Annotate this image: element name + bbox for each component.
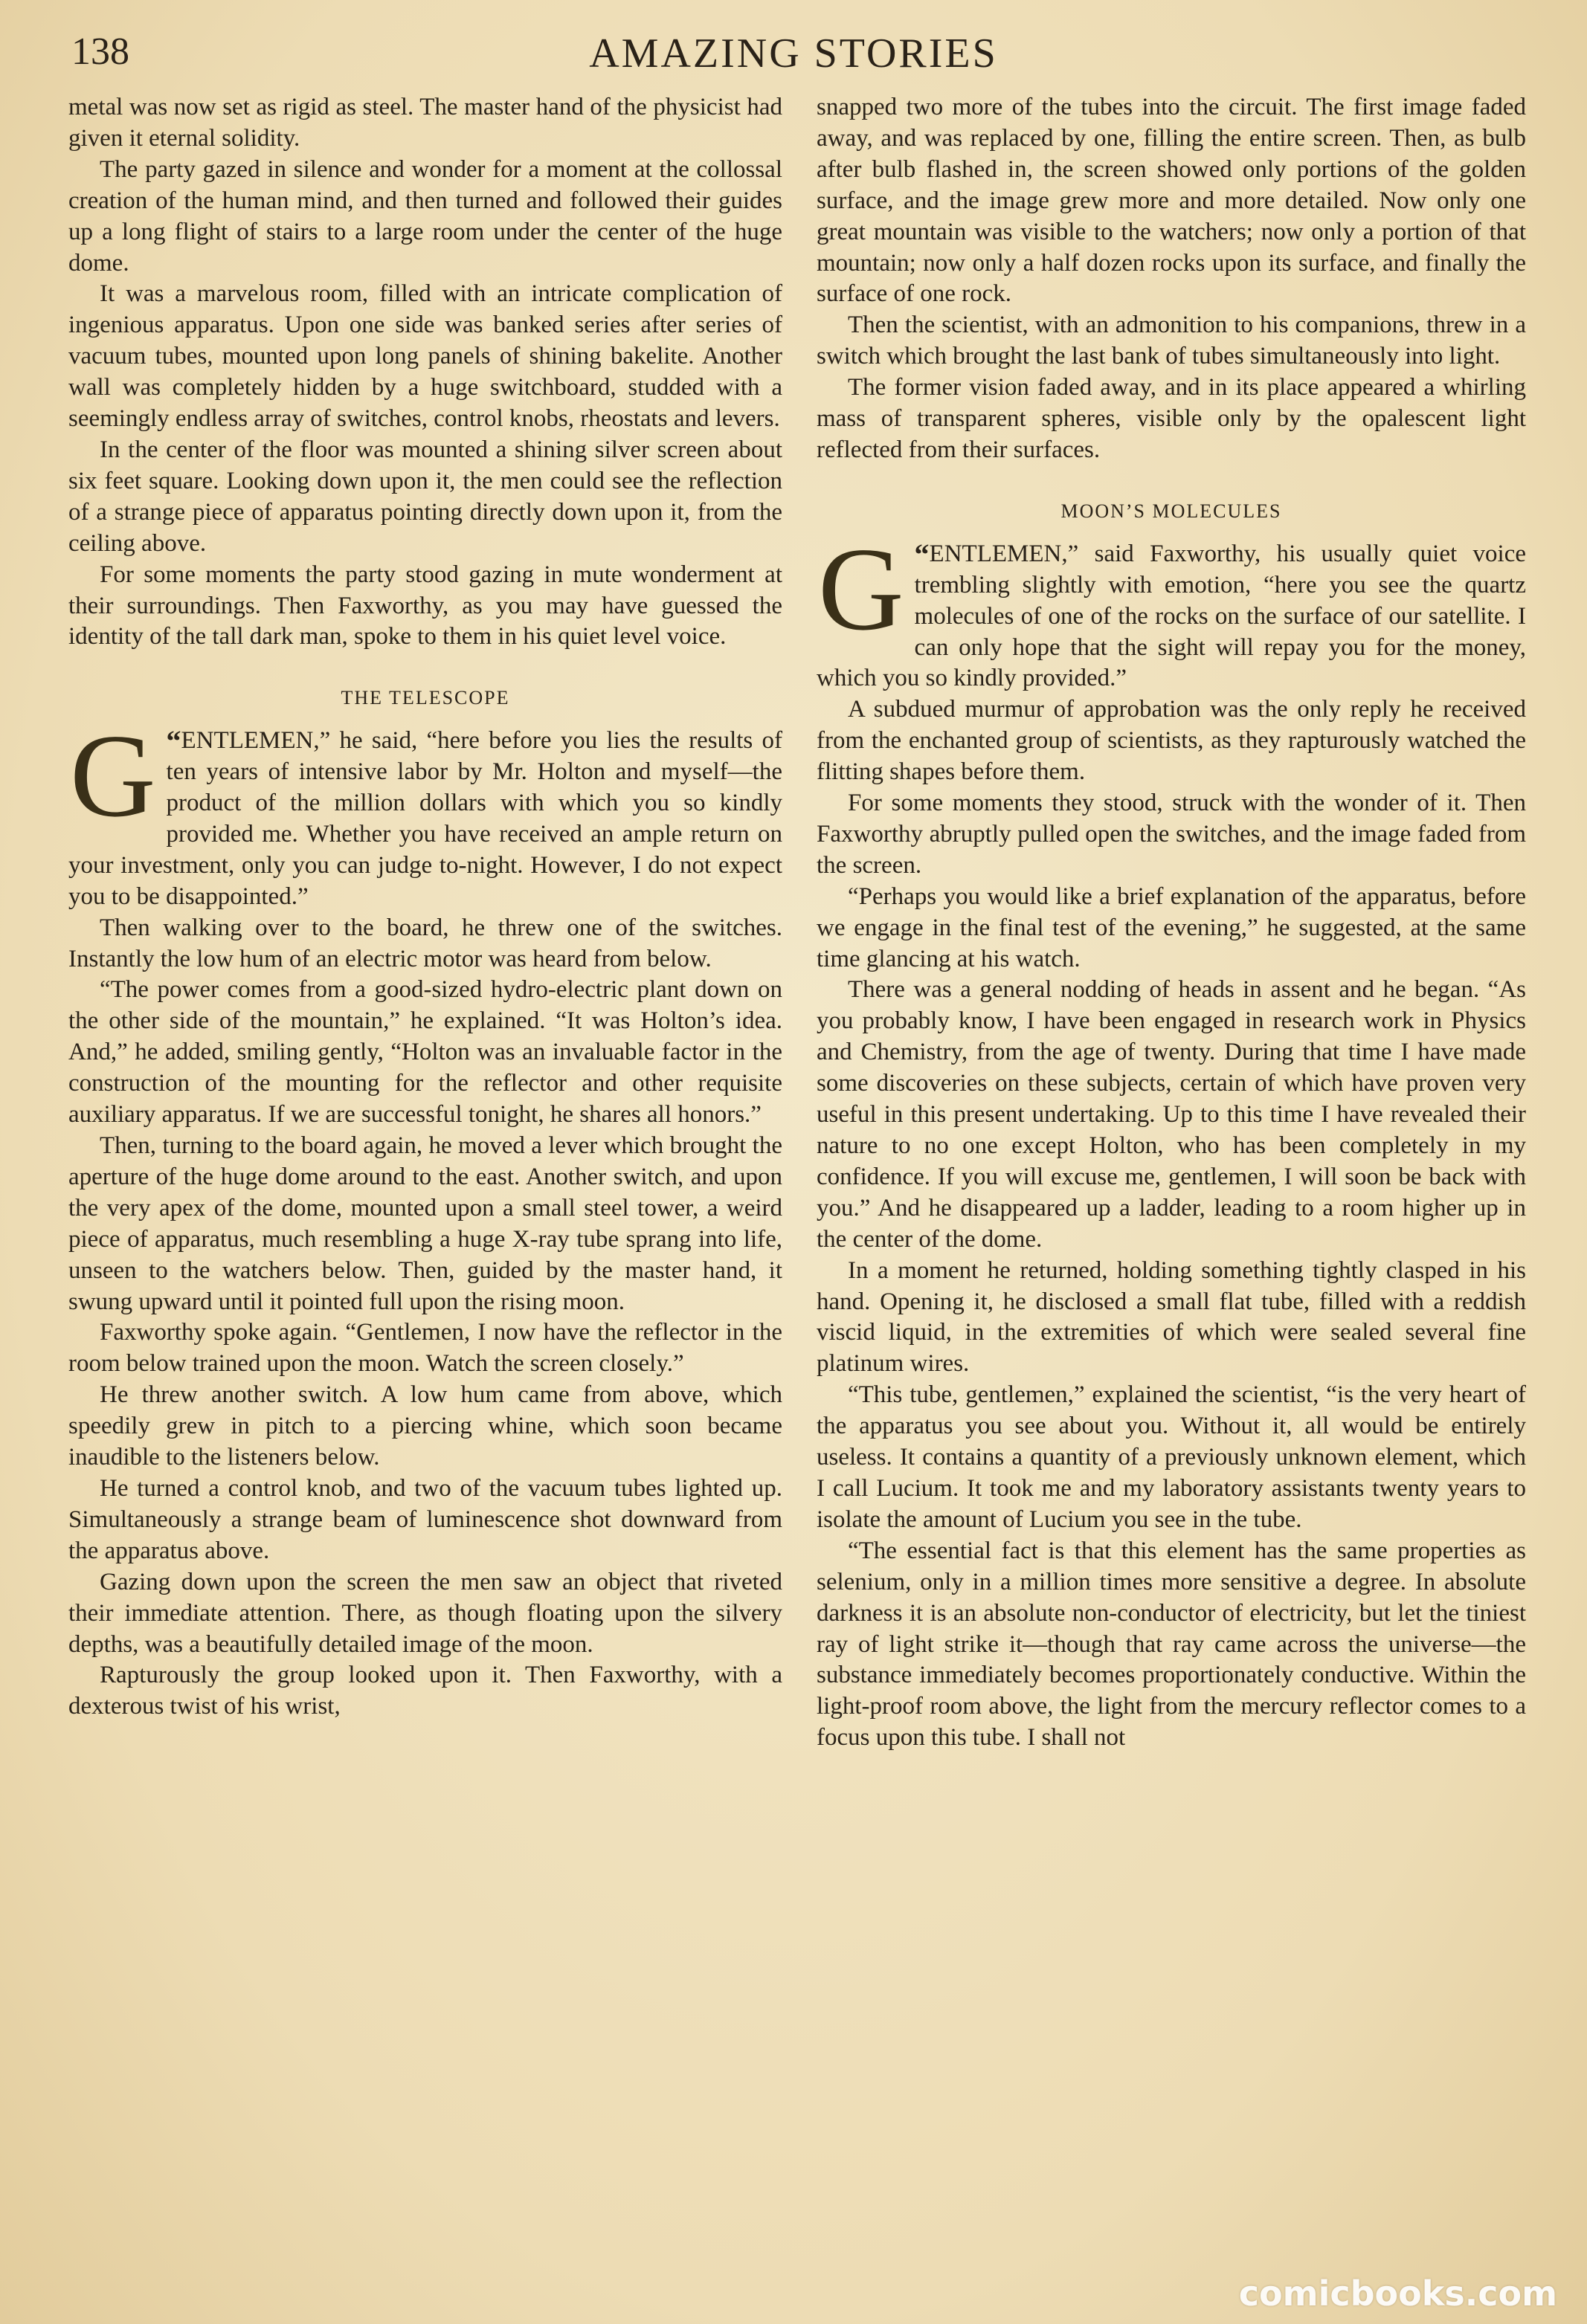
paragraph: “The power comes from a good-sized hydro-electric plant down on the other side of the mountain,” he explained. “It was Holton’s idea. And,” he added, smiling gently, “Holton was an invaluable factor in the construction of the mounting for the reflector and other requisite auxiliary apparatus. If we are successful tonight, he shares all honors.”	[68, 976, 782, 1129]
open-quote: “	[914, 537, 930, 571]
watermark: comicbooks.com	[1238, 2273, 1557, 2314]
paragraph: It was a marvelous room, filled with an intricate complication of ingenious apparatus. Upon one side was banked series after series of vacuum tubes, mounted upon long panels of shining bakelite. Another wall was completely hidden by a huge switchboard, studded with a seemingly endless array of switches, control knobs, rheostats and levers.	[68, 280, 782, 433]
paragraph: Then, turning to the board again, he moved a lever which brought the aperture of the huge dome around to the east. Another switch, and upon the very apex of the dome, mounted upon a small steel tower, a weird piece of apparatus, much resembling a huge X-ray tube sprang into life, unseen to the watchers below. Then, guided by the master hand, it swung upward until it pointed full upon the rising moon.	[68, 1132, 782, 1315]
paragraph: There was a general nodding of heads in assent and he began. “As you probably know, I have been engaged in research work in Physics and Chemistry, from the age of twenty. During that time I have made some discoveries on these subjects, certain of which have proven very useful in this present undertaking. Up to this time I have revealed their nature to no one except Holton, who has been completely in my confidence. If you will excuse me, gentlemen, I will soon be back with you.” And he disappeared up a ladder, leading to a room higher up in the center of the dome.	[817, 976, 1526, 1253]
paragraph: “This tube, gentlemen,” explained the scientist, “is the very heart of the apparatus you see about you. Without it, all would be entirely useless. It contains a quantity of a previously unknown element, which I call Lucium. It took me and my laboratory assistants twenty years to isolate the amount of Lucium you see in the tube.	[817, 1381, 1526, 1533]
dropcap-letter: G	[70, 709, 156, 842]
left-column	[68, 92, 782, 1723]
paragraph: snapped two more of the tubes into the circuit. The first image faded away, and was replaced by one, filling the entire screen. Then, as bulb after bulb flashed in, the screen showed only portions of the golden surface, and the image grew more and more detailed. Now only one great mountain was visible to the watchers; now only a portion of that mountain; now only a half dozen rocks upon its surface, and finally the surface of one rock.	[817, 94, 1526, 308]
section-heading: THE TELESCOPE	[341, 687, 510, 709]
paragraph: The former vision faded away, and in its place appeared a whirling mass of transparent spheres, visible only by the opalescent light reflected from their surfaces.	[817, 374, 1526, 463]
paragraph: For some moments they stood, struck with the wonder of it. Then Faxworthy abruptly pulled open the switches, and the image faded from the screen.	[817, 790, 1526, 879]
paragraph: Then walking over to the board, he threw one of the switches. Instantly the low hum of an electric motor was heard from below.	[68, 914, 782, 972]
paragraph: In a moment he returned, holding something tightly clasped in his hand. Opening it, he disclosed a small flat tube, filled with a reddish viscid liquid, in the extremities of which were sealed several fine platinum wires.	[817, 1256, 1526, 1378]
paragraph: “The essential fact is that this element has the same properties as selenium, only in a million times more sensitive a degree. In absolute darkness it is an absolute non-conductor of electricity, but let the tiniest ray of light strike it—though that ray came across the universe—the substance immediately becomes proportionately conductive. Within the light-proof room above, the light from the mercury reflector comes to a focus upon this tube. I shall not	[817, 1537, 1526, 1752]
paragraph: The party gazed in silence and wonder for a moment at the collossal creation of the human mind, and then turned and followed their guides up a long flight of stairs to a large room under the center of the huge dome.	[68, 155, 782, 277]
paragraph: A subdued murmur of approbation was the only reply he received from the enchanted group of scientists, as they rapturously watched the flitting shapes before them.	[817, 696, 1526, 786]
paragraph: In the center of the floor was mounted a shining silver screen about six feet square. Looking down upon it, the men could see the reflection of a strange piece of apparatus pointing directly down upon it, from the ceiling above.	[68, 436, 782, 557]
right-column	[817, 92, 1526, 1754]
page-number: 138	[71, 30, 129, 73]
page-header	[71, 30, 1516, 82]
dropcap-paragraph	[817, 522, 1526, 695]
paragraph: He turned a control knob, and two of the vacuum tubes lighted up. Simultaneously a strange beam of luminescence shot downward from the apparatus above.	[68, 1474, 782, 1564]
paragraph: Faxworthy spoke again. “Gentlemen, I now have the reflector in the room below trained upon the moon. Watch the screen closely.”	[68, 1319, 782, 1378]
paragraph: For some moments the party stood gazing in mute wonderment at their surroundings. Then Faxworthy, as you may have guessed the identity of the tall dark man, spoke to them in his quiet level voice.	[68, 561, 782, 651]
open-quote: “	[166, 724, 181, 758]
magazine-title: AMAZING STORIES	[589, 30, 998, 77]
paragraph: Then the scientist, with an admonition to his companions, threw in a switch which brought the last bank of tubes simultaneously into light.	[817, 312, 1526, 370]
paragraph: He threw another switch. A low hum came from above, which speedily grew in pitch to a piercing whine, which soon became inaudible to the listeners below.	[68, 1381, 782, 1471]
dropcap-text: ENTLEMEN,” he said, “here before you lies the results of ten years of intensive labor by Mr. Holton and myself—the product of the million dollars with which you so kindly provided me. Whether you have received an ample return on your investment, only you can judge to-night. However, I do not expect you to be disappointed.”	[68, 727, 782, 910]
dropcap-paragraph	[68, 709, 782, 912]
paragraph: Rapturously the group looked upon it. Then Faxworthy, with a dexterous twist of his wrist,	[68, 1662, 782, 1720]
paragraph: Gazing down upon the screen the men saw an object that riveted their immediate attention. There, as though floating upon the silvery depths, was a beautifully detailed image of the moon.	[68, 1568, 782, 1658]
section-heading: MOON’S MOLECULES	[1060, 500, 1282, 522]
paragraph: “Perhaps you would like a brief explanation of the apparatus, before we engage in the final test of the evening,” he suggested, at the same time glancing at his watch.	[817, 882, 1526, 972]
paragraph: metal was now set as rigid as steel. The master hand of the physicist had given it eternal solidity.	[68, 94, 782, 152]
dropcap-text: ENTLEMEN,” said Faxworthy, his usually quiet voice trembling slightly with emotion, “here you see the quartz molecules of one of the rocks on the surface of our satellite. I can only hope that the sight will repay you for the money, which you so kindly provided.”	[817, 540, 1526, 692]
dropcap-letter: G	[818, 522, 904, 655]
